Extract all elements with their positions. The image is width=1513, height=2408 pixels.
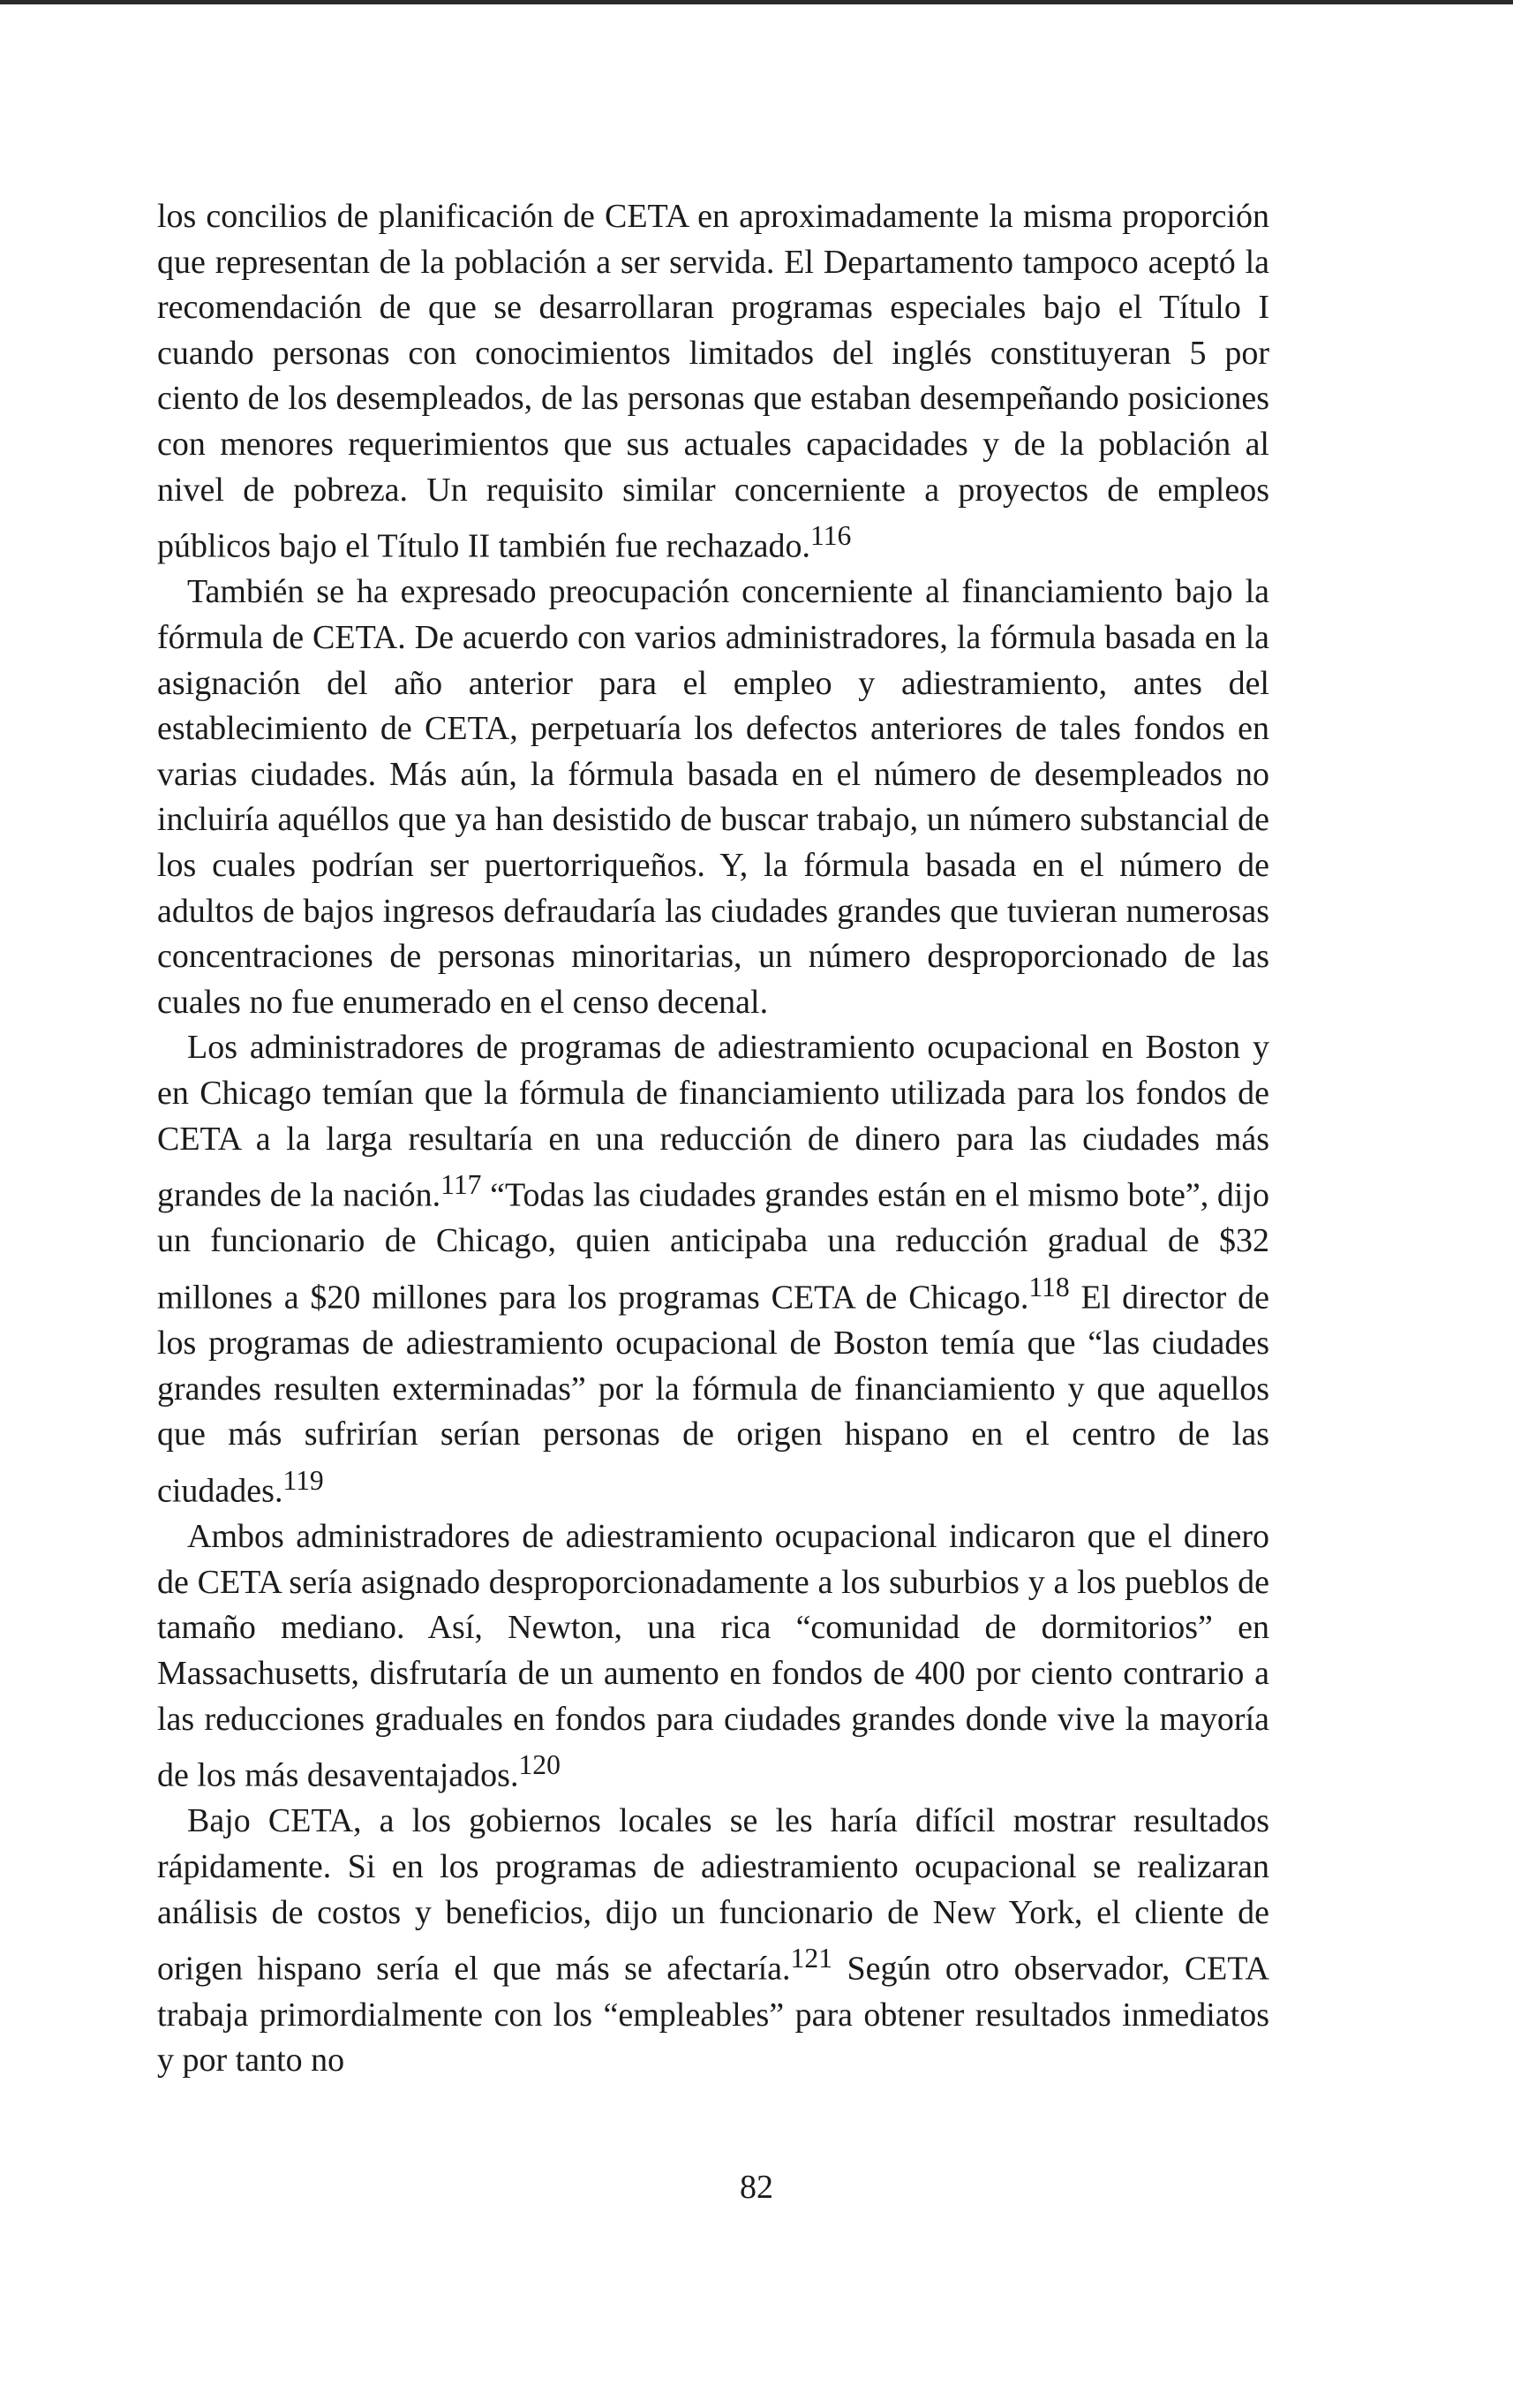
paragraph-5-text-a: Bajo CETA, a los gobiernos locales se les haría difícil mostrar resultados rápidamente. Si en los programas de adiestramiento ocupacional se realizaran análisis de costos y beneficios, dijo un funcionario de New York, el cliente de origen hispano sería el que más se afectaría.	[157, 1802, 1269, 1988]
paragraph-4	[157, 1514, 1269, 1799]
paragraph-5-text-b: Según otro observador, CETA trabaja primordialmente con los “empleables” para obtener resultados inmediatos y por tanto no	[157, 1950, 1269, 2080]
footnote-ref-120: 120	[518, 1749, 561, 1781]
paragraph-1-text: los concilios de planificación de CETA en aproximadamente la misma proporción que representan de la población a ser servida. El Departamento tampoco aceptó la recomendación de que se desarrollaran programas especiales bajo el Título I cuando personas con conocimientos limitados del inglés constituyeran 5 por ciento de los desempleados, de las personas que estaban desempeñando posiciones con menores requerimientos que sus actuales capacidades y de la población al nivel de pobreza. Un requisito similar concerniente a proyectos de empleos públicos bajo el Título II también fue rechazado.	[157, 198, 1269, 565]
paragraph-2	[157, 570, 1269, 1025]
paragraph-5	[157, 1799, 1269, 2083]
paragraph-2-text: También se ha expresado preocupación concerniente al financiamiento bajo la fórmula de CETA. De acuerdo con varios administradores, la fórmula basada en la asignación del año anterior para el empleo y adiestramiento, antes del establecimiento de CETA, perpetuaría los defectos anteriores de tales fondos en varias ciudades. Más aún, la fórmula basada en el número de desempleados no incluiría aquéllos que ya han desistido de buscar trabajo, un número substancial de los cuales podrían ser puertorriqueños. Y, la fórmula basada en el número de adultos de bajos ingresos defraudaría las ciudades grandes que tuvieran numerosas concentraciones de personas minoritarias, un número desproporcionado de las cuales no fue enumerado en el censo decenal.	[157, 573, 1269, 1021]
paragraph-3-text-a: Los administradores de programas de adiestramiento ocupacional en Boston y en Chicago temían que la fórmula de financiamiento utilizada para los fondos de CETA a la larga resultaría en una reducción de dinero para las ciudades más grandes de la nación.	[157, 1029, 1269, 1214]
footnote-ref-118: 118	[1028, 1271, 1070, 1302]
page-number: 82	[740, 2169, 773, 2206]
page-body	[157, 194, 1269, 2084]
paragraph-3-text-b: “Todas las ciudades grandes están en el mismo bote”, dijo un funcionario de Chicago, quien anticipaba una reducción gradual de $32 millones a $20 millones para los programas CETA de Chicago.	[157, 1176, 1269, 1317]
top-edge-rule	[0, 0, 1513, 4]
footnote-ref-116: 116	[810, 520, 852, 552]
paragraph-4-text: Ambos administradores de adiestramiento ocupacional indicaron que el dinero de CETA sería asignado desproporcionadamente a los suburbios y a los pueblos de tamaño mediano. Así, Newton, una rica “comunidad de dormitorios” en Massachusetts, disfrutaría de un aumento en fondos de 400 por ciento contrario a las reducciones graduales en fondos para ciudades grandes donde vive la mayoría de los más desaventajados.	[157, 1518, 1269, 1794]
footnote-ref-121: 121	[790, 1943, 833, 1974]
paragraph-3	[157, 1025, 1269, 1514]
paragraph-1	[157, 194, 1269, 570]
footnote-ref-117: 117	[440, 1169, 482, 1201]
footnote-ref-119: 119	[282, 1465, 324, 1496]
paragraph-3-text-c: El director de los programas de adiestramiento ocupacional de Boston temía que “las ciudades grandes resulten exterminadas” por la fórmula de financiamiento y que aquellos que más sufrirían serían personas de origen hispano en el centro de las ciudades.	[157, 1279, 1269, 1510]
